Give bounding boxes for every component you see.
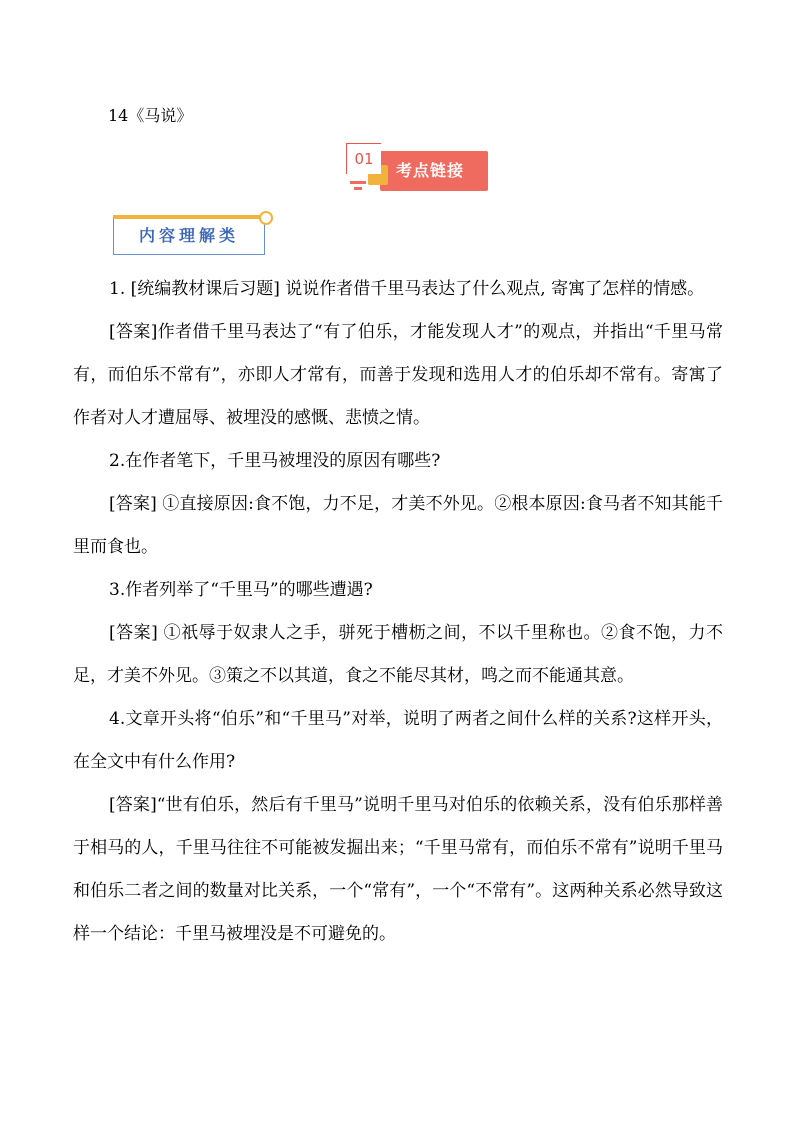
qa-content bbox=[73, 268, 723, 956]
banner-decor-line bbox=[350, 181, 366, 184]
question-4: 4.文章开头将“伯乐”和“千里马”对举，说明了两者之间什么样的关系?这样开头，在全文中有什么作用? bbox=[73, 709, 723, 772]
category-label: 内容理解类 bbox=[138, 226, 239, 245]
answer-2: [答案] ①直接原因:食不饱，力不足，才美不外见。②根本原因:食马者不知其能千里而食也。 bbox=[73, 494, 723, 557]
category-box bbox=[113, 211, 265, 255]
section-banner bbox=[346, 143, 490, 195]
banner-label: 考点链接 bbox=[396, 161, 465, 180]
answer-3: [答案] ①祇辱于奴隶人之手，骈死于槽枥之间，不以千里称也。②食不饱，力不足，才美不外见。③策之不以其道，食之不能尽其材，鸣之而不能通其意。 bbox=[73, 623, 723, 686]
question-1: 1. [统编教材课后习题] 说说作者借千里马表达了什么观点, 寄寓了怎样的情感。 bbox=[109, 279, 705, 299]
question-2: 2.在作者笔下，千里马被埋没的原因有哪些? bbox=[109, 451, 441, 471]
question-3: 3.作者列举了“千里马”的哪些遭遇? bbox=[109, 580, 373, 600]
answer-4: [答案]“世有伯乐，然后有千里马”说明千里马对伯乐的依赖关系，没有伯乐那样善于相马的人，千里马往往不可能被发掘出来；“千里马常有，而伯乐不常有”说明千里马和伯乐二者之间的数量对比关系，一个“常有”，一个“不常有”。这两种关系必然导致这样一个结论：千里马被埋没是不可避免的。 bbox=[73, 795, 723, 944]
doc-title: 14《马说》 bbox=[108, 106, 193, 125]
banner-decor-line-short bbox=[354, 187, 362, 190]
banner-number: 01 bbox=[346, 143, 381, 174]
answer-1: [答案]作者借千里马表达了“有了伯乐，才能发现人才”的观点，并指出“千里马常有，而伯乐不常有”，亦即人才常有，而善于发现和选用人才的伯乐却不常有。寄寓了作者对人才遭屈辱、被埋没的感慨、悲愤之情。 bbox=[73, 322, 723, 428]
